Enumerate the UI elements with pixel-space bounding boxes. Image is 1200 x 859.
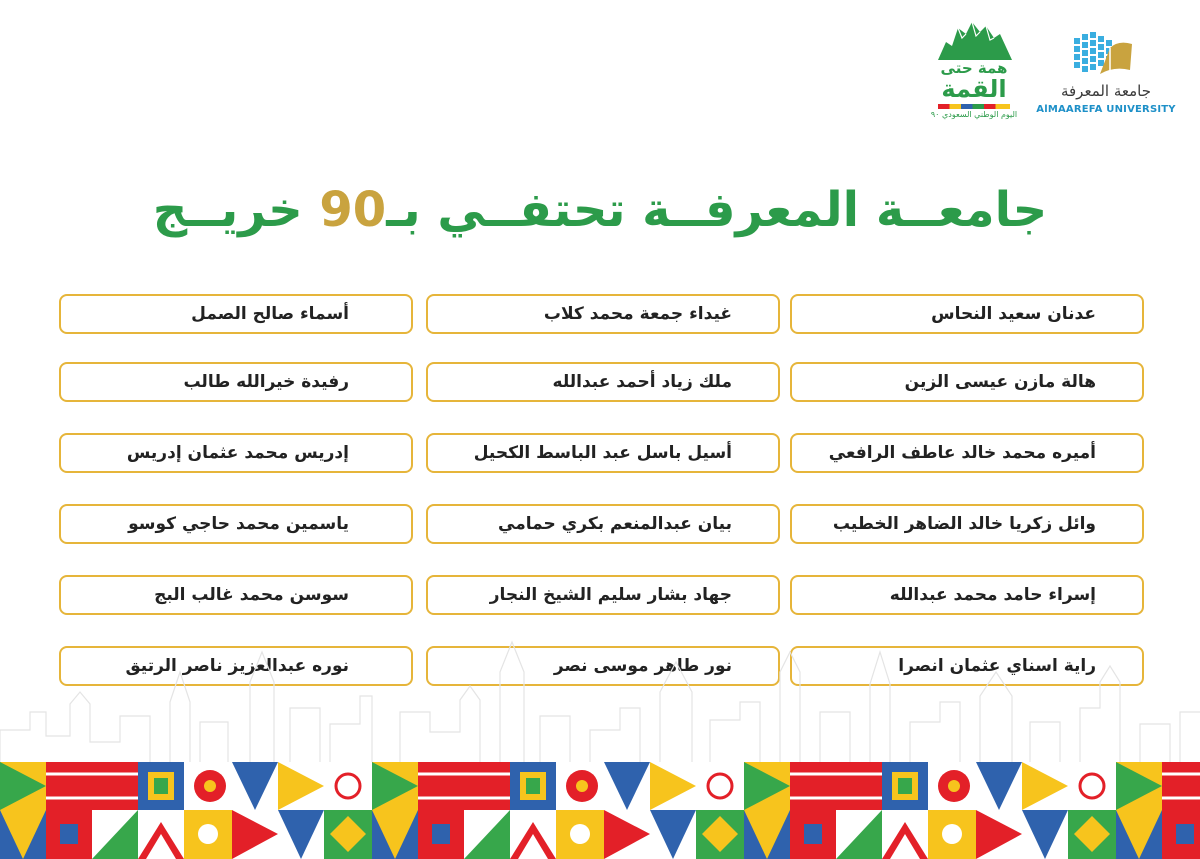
graduate-name: نوره عبدالعزيز ناصر الرتيق bbox=[125, 656, 349, 676]
graduate-name: إدريس محمد عثمان إدريس bbox=[126, 443, 349, 463]
graduate-name-box bbox=[59, 504, 413, 544]
graduate-name: عدنان سعيد النحاس bbox=[931, 304, 1096, 324]
university-logo bbox=[1036, 30, 1176, 122]
graduate-name: وائل زكريا خالد الضاهر الخطيب bbox=[832, 514, 1096, 534]
graduate-name: ياسمين محمد حاجي كوسو bbox=[128, 514, 349, 534]
graduate-name-box bbox=[426, 504, 780, 544]
graduate-name: هالة مازن عيسى الزين bbox=[904, 372, 1096, 392]
graduate-name: غيداء جمعة محمد كلاب bbox=[543, 304, 732, 324]
graduate-name: أسماء صالح الصمل bbox=[191, 304, 349, 324]
graduate-name-box bbox=[59, 362, 413, 402]
graduate-name-box bbox=[790, 504, 1144, 544]
graduate-name-box bbox=[426, 575, 780, 615]
logo-slogan-line1: همة حتى bbox=[940, 59, 1008, 77]
graduate-name-box bbox=[426, 294, 780, 334]
graduate-name-box bbox=[59, 294, 413, 334]
graduate-name: إسراء حامد محمد عبدالله bbox=[889, 585, 1096, 605]
title-text-before: جامعــة المعرفــة تحتفــي بـ bbox=[386, 182, 1048, 238]
logo-color-strip bbox=[938, 104, 1010, 109]
graduate-name-box bbox=[790, 294, 1144, 334]
graduate-name: أسيل باسل عبد الباسط الكحيل bbox=[473, 443, 732, 463]
logo-caption: اليوم الوطني السعودي ٩٠ bbox=[930, 110, 1018, 119]
graduate-name: أميره محمد خالد عاطف الرافعي bbox=[828, 443, 1096, 463]
title-number: 90 bbox=[319, 182, 387, 238]
page-title bbox=[0, 178, 1200, 242]
graduate-name: نور طاهر موسى نصر bbox=[553, 656, 732, 676]
city-skyline-illustration bbox=[0, 612, 1200, 762]
graduate-name: ملك زياد أحمد عبدالله bbox=[552, 372, 732, 392]
graduate-name: سوسن محمد غالب البج bbox=[154, 585, 349, 605]
graduate-name-box bbox=[426, 362, 780, 402]
university-name-arabic: جامعة المعرفة bbox=[1060, 82, 1152, 100]
university-mark-icon bbox=[1070, 30, 1142, 82]
logo-slogan-line2: القمة bbox=[941, 75, 1007, 103]
graduate-name-box bbox=[790, 433, 1144, 473]
graduate-name-box bbox=[426, 433, 780, 473]
graduate-name-box bbox=[59, 433, 413, 473]
graduate-name-box bbox=[59, 575, 413, 615]
national-day-logo bbox=[928, 20, 1020, 120]
graduate-name: بيان عبدالمنعم بكري حمامي bbox=[498, 514, 732, 534]
graduate-name: جهاد بشار سليم الشيخ النجار bbox=[489, 585, 732, 605]
graduate-name-box bbox=[790, 362, 1144, 402]
graduate-name: رفيدة خيرالله طالب bbox=[183, 372, 349, 392]
title-text-after: خريــج bbox=[152, 182, 320, 238]
graduate-name-box bbox=[790, 575, 1144, 615]
university-name-english: AlMAAREFA UNIVERSITY bbox=[1036, 104, 1176, 115]
summit-peaks-icon bbox=[938, 20, 1012, 60]
decorative-pattern-band bbox=[0, 762, 1200, 859]
graduate-name: راية اسناي عثمان انصرا bbox=[898, 656, 1096, 676]
